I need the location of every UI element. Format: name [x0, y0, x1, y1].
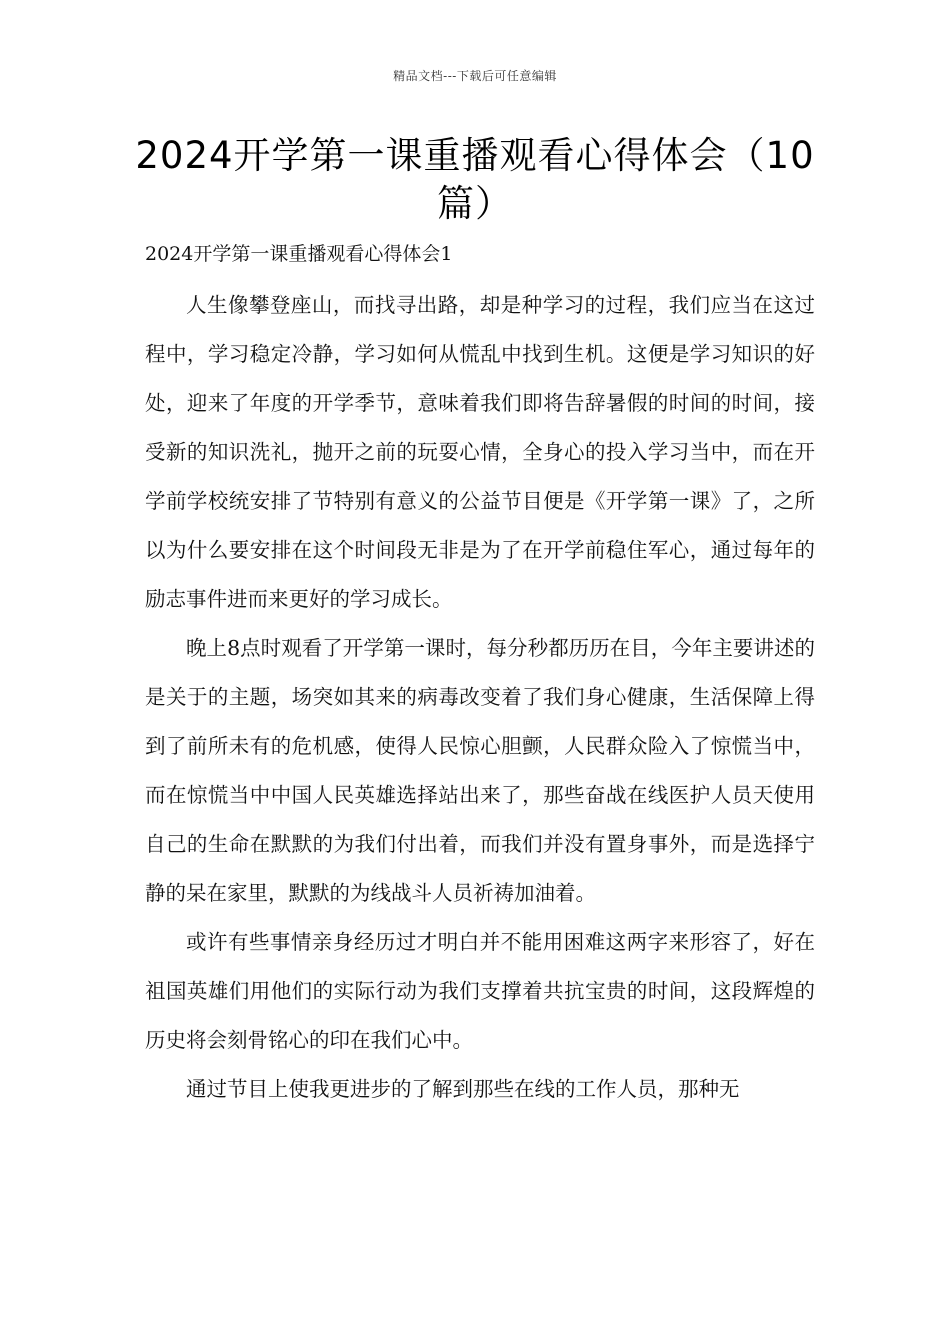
document-title: 2024开学第一课重播观看心得体会（10篇）	[135, 134, 815, 225]
paragraph: 通过节目上使我更进步的了解到那些在线的工作人员，那种无	[186, 1077, 740, 1101]
body-text	[145, 281, 815, 1114]
header-note: 精品文档---下载后可任意编辑	[393, 69, 557, 83]
section-heading: 2024开学第一课重播观看心得体会1	[145, 243, 453, 265]
paragraph: 或许有些事情亲身经历过才明白并不能用困难这两字来形容了，好在祖国英雄们用他们的实际行动为我们支撑着共抗宝贵的时间，这段辉煌的历史将会刻骨铭心的印在我们心中。	[145, 930, 815, 1052]
paragraph: 晚上8点时观看了开学第一课时，每分秒都历历在目，今年主要讲述的是关于的主题，场突如其来的病毒改变着了我们身心健康，生活保障上得到了前所未有的危机感，使得人民惊心胆颤，人民群众险入了惊慌当中，而在惊慌当中中国人民英雄选择站出来了，那些奋战在线医护人员天使用自己的生命在默默的为我们付出着，而我们并没有置身事外，而是选择宁静的呆在家里，默默的为线战斗人员祈祷加油着。	[145, 636, 815, 905]
paragraph: 人生像攀登座山，而找寻出路，却是种学习的过程，我们应当在这过程中，学习稳定冷静，学习如何从慌乱中找到生机。这便是学习知识的好处，迎来了年度的开学季节，意味着我们即将告辞暑假的时间的时间，接受新的知识洗礼，抛开之前的玩耍心情，全身心的投入学习当中，而在开学前学校统安排了节特别有意义的公益节目便是《开学第一课》了，之所以为什么要安排在这个时间段无非是为了在开学前稳住军心，通过每年的励志事件进而来更好的学习成长。	[145, 293, 815, 611]
